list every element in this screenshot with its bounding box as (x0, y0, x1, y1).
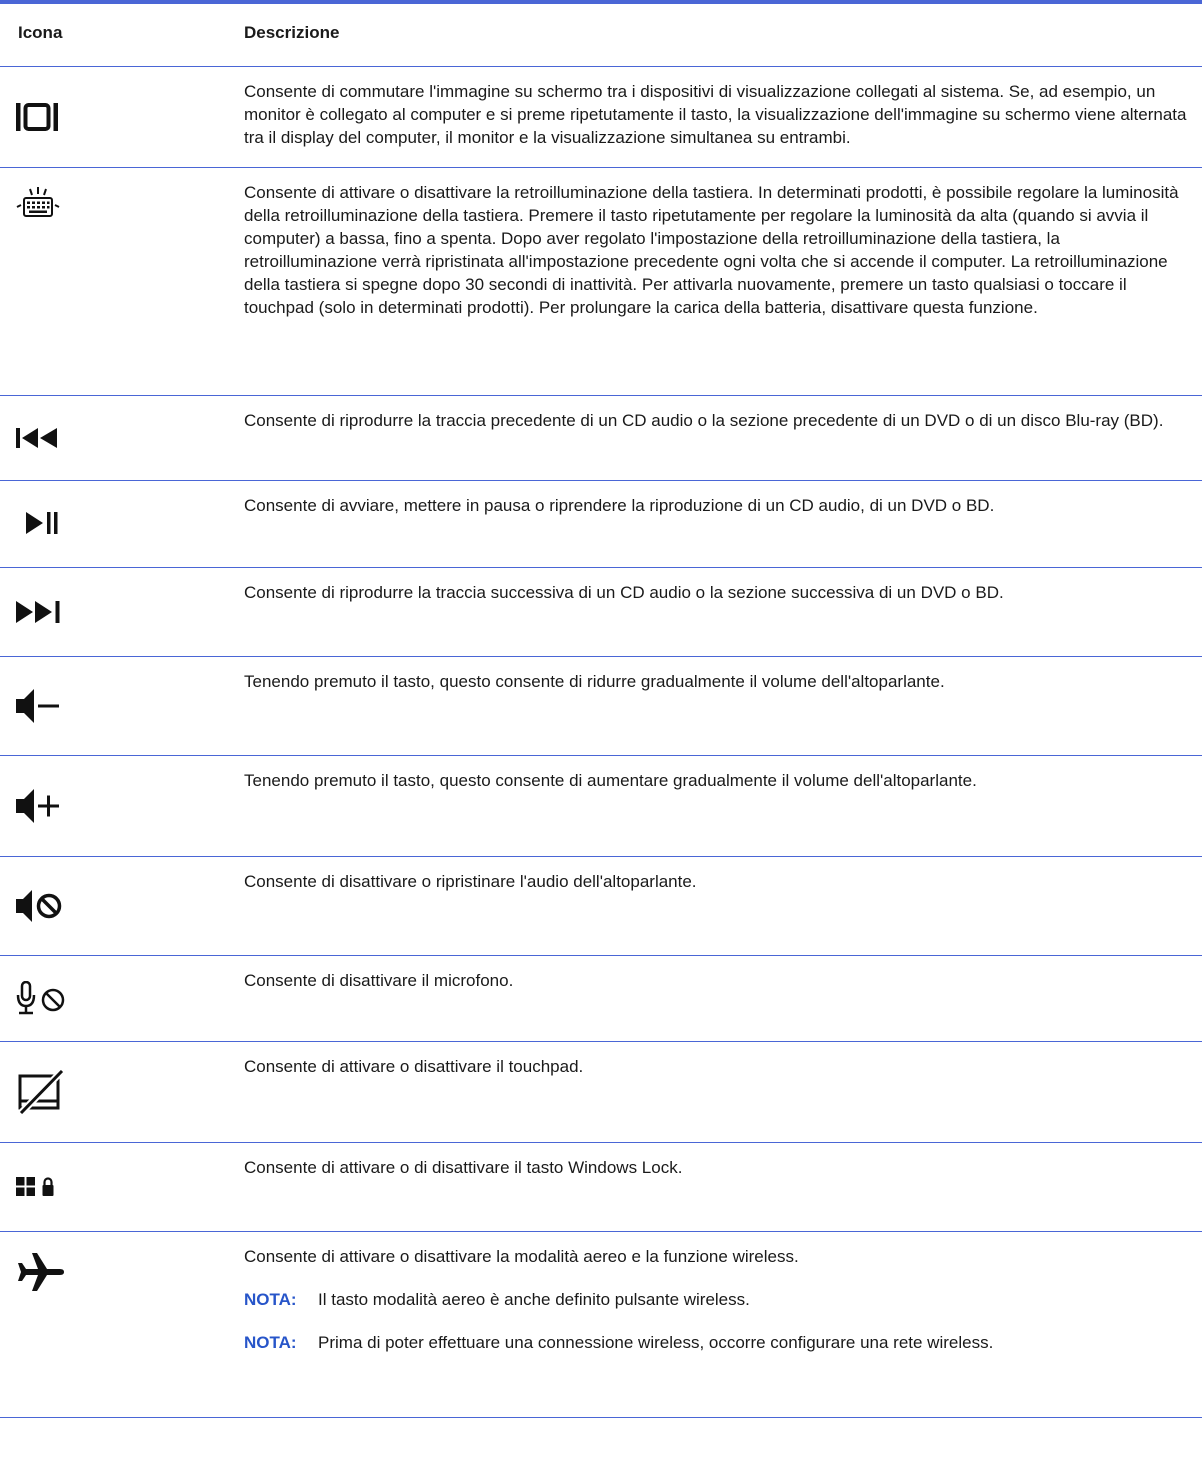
table-row (0, 956, 1202, 1042)
speaker-mute-icon (16, 857, 106, 955)
previous-track-icon (16, 396, 106, 480)
note (244, 1331, 1196, 1354)
table-row (0, 481, 1202, 568)
action-keys-table (0, 4, 1202, 1418)
windows-lock-icon (16, 1143, 106, 1231)
row-description: Consente di avviare, mettere in pausa o riprendere la riproduzione di un CD audio, di un DVD o BD. (244, 496, 995, 515)
microphone-mute-icon (16, 956, 106, 1040)
column-header-description: Descrizione (244, 4, 1202, 67)
row-description: Consente di attivare o di disattivare il tasto Windows Lock. (244, 1158, 683, 1177)
note (244, 1288, 1196, 1311)
keyboard-backlight-icon (16, 168, 106, 238)
table-row (0, 857, 1202, 956)
touchpad-toggle-icon (16, 1042, 106, 1142)
row-description: Tenendo premuto il tasto, questo consente di aumentare gradualmente il volume dell'altoparlante. (244, 771, 977, 790)
table-row (0, 396, 1202, 481)
table-row (0, 168, 1202, 396)
volume-down-icon (16, 657, 106, 755)
table-row (0, 657, 1202, 756)
table-row (0, 1042, 1202, 1143)
note-text: Prima di poter effettuare una connessione wireless, occorre configurare una rete wireless. (318, 1333, 994, 1352)
next-track-icon (16, 568, 106, 656)
row-description: Consente di commutare l'immagine su schermo tra i dispositivi di visualizzazione collegati al sistema. Se, ad esempio, un monitor è collegato al computer e si preme ripetutamente il tasto, la visualizzazione dell'immagine su schermo viene alternata tra il display del computer, il monitor e la visualizzazione simultanea su entrambi. (244, 82, 1187, 147)
row-description: Tenendo premuto il tasto, questo consente di ridurre gradualmente il volume dell'altoparlante. (244, 672, 945, 691)
row-description: Consente di riprodurre la traccia successiva di un CD audio o la sezione successiva di un DVD o BD. (244, 583, 1004, 602)
note-text: Il tasto modalità aereo è anche definito pulsante wireless. (318, 1290, 750, 1309)
table-header-row (0, 4, 1202, 67)
row-description: Consente di riprodurre la traccia precedente di un CD audio o la sezione precedente di un DVD o di un disco Blu-ray (BD). (244, 411, 1164, 430)
airplane-mode-icon (16, 1232, 106, 1312)
volume-up-icon (16, 756, 106, 856)
note-label: NOTA: (244, 1290, 297, 1309)
row-description: Consente di attivare o disattivare il touchpad. (244, 1057, 584, 1076)
note-label: NOTA: (244, 1333, 297, 1352)
table-row (0, 67, 1202, 168)
table-row (0, 568, 1202, 657)
row-description: Consente di disattivare il microfono. (244, 971, 514, 990)
column-header-icon: Icona (0, 4, 244, 67)
row-description: Consente di disattivare o ripristinare l'audio dell'altoparlante. (244, 872, 697, 891)
row-description: Consente di attivare o disattivare la retroilluminazione della tastiera. In determinati prodotti, è possibile regolare la luminosità della retroilluminazione della tastiera. Premere il tasto ripetutamente per regolare la luminosità da alta (quando si avvia il computer) a bassa, fino a spenta. Dopo aver regolato l'impostazione della retroilluminazione della tastiera, la retroilluminazione verrà ripristinata all'impostazione precedente ogni volta che si accende il computer. La retroilluminazione della tastiera si spegne dopo 30 secondi di inattività. Per attivarla nuovamente, premere un tasto qualsiasi o toccare il touchpad (solo in determinati prodotti). Per prolungare la carica della batteria, disattivare questa funzione. (244, 183, 1179, 317)
row-description: Consente di attivare o disattivare la modalità aereo e la funzione wireless. (244, 1247, 799, 1266)
play-pause-icon (16, 481, 106, 565)
table-row (0, 1143, 1202, 1232)
display-switch-icon (16, 67, 106, 167)
table-row (0, 756, 1202, 857)
table-row (0, 1232, 1202, 1418)
